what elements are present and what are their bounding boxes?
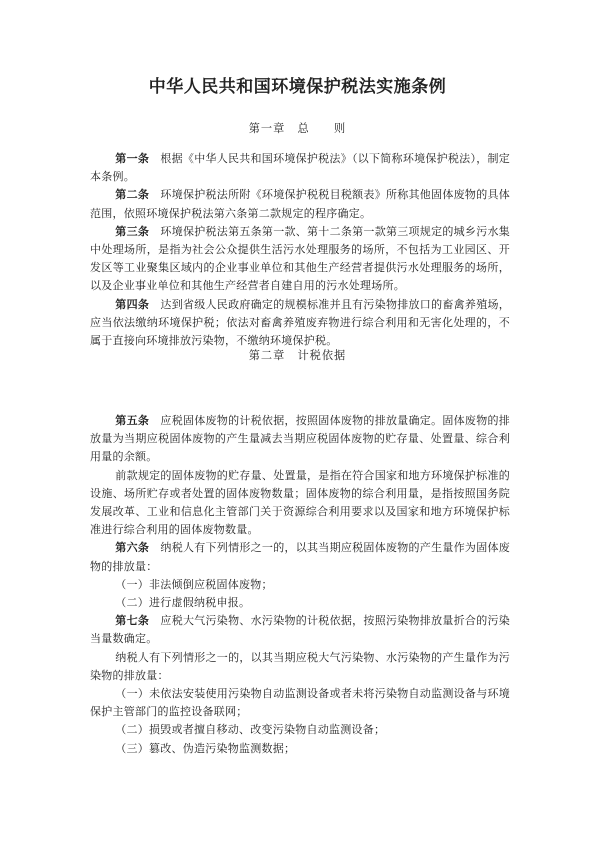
article-7 bbox=[90, 612, 510, 648]
article-6-item-2: （二）进行虚假纳税申报。 bbox=[115, 596, 251, 610]
article-label: 第五条 bbox=[115, 414, 150, 427]
chapter-heading: 第一章 总 则 bbox=[248, 122, 347, 135]
article-4 bbox=[90, 296, 510, 351]
article-label: 第三条 bbox=[115, 224, 150, 238]
article-label: 第七条 bbox=[115, 614, 150, 628]
article-5-paragraph-2: 前款规定的固体废物的贮存量、处置量，是指在符合国家和地方环境保护标准的设施、场所贮存或者处置的固体废物数量；固体废物的综合利用量，是指按照国务院发展改革、工业和信息化主管部门关于资源综合利用要求以及国家和地方环境保护标准进行综合利用的固体废物数量。 bbox=[90, 468, 510, 537]
chapter-1-body bbox=[90, 150, 510, 350]
article-5 bbox=[90, 412, 510, 467]
article-2 bbox=[90, 186, 510, 222]
article-1 bbox=[90, 150, 510, 186]
article-3 bbox=[90, 223, 510, 296]
document-title: 中华人民共和国环境保护税法实施条例 bbox=[148, 77, 447, 97]
article-text: 应税大气污染物、水污染物的计税依据，按照污染物排放量折合的污染当量数确定。 bbox=[90, 614, 511, 646]
article-7-paragraph-2: 纳税人有下列情形之一的，以其当期应税大气污染物、水污染物的产生量作为污染物的排放量： bbox=[90, 650, 510, 682]
article-7-item-1: （一）未依法安装使用污染物自动监测设备或者未将污染物自动监测设备与环境保护主管部门的监控设备联网； bbox=[90, 687, 510, 719]
article-label: 第六条 bbox=[115, 541, 150, 555]
article-6-item-1: （一）非法倾倒应税固体废物； bbox=[115, 577, 273, 591]
article-label: 第二条 bbox=[115, 188, 150, 202]
article-text: 环境保护税法所附《环境保护税税目税额表》所称其他固体废物的具体范围，依照环境保护税法第六条第二款规定的程序确定。 bbox=[90, 188, 511, 220]
article-text: 达到省级人民政府确定的规模标准并且有污染物排放口的畜禽养殖场，应当依法缴纳环境保护税；依法对畜禽养殖废弃物进行综合利用和无害化处理的，不属于直接向环境排放污染物，不缴纳环境保护税。 bbox=[90, 297, 511, 348]
article-text: 环境保护税法第五条第一款、第十二条第一款第三项规定的城乡污水集中处理场所，是指为社会公众提供生活污水处理服务的场所，不包括为工业园区、开发区等工业聚集区域内的企业事业单位和其他生产经营者提供污水处理服务的场所，以及企业事业单位和其他生产经营者自建自用的污水处理场所。 bbox=[90, 224, 511, 293]
chapter-2-body bbox=[90, 412, 510, 758]
article-7-item-2: （二）损毁或者擅自移动、改变污染物自动监测设备； bbox=[115, 723, 386, 737]
chapter-heading: 第二章 计税依据 bbox=[248, 349, 347, 362]
article-text: 应税固体废物的计税依据，按照固体废物的排放量确定。固体废物的排放量为当期应税固体废物的产生量减去当期应税固体废物的贮存量、处置量、综合利用量的余额。 bbox=[90, 414, 511, 464]
article-text: 根据《中华人民共和国环境保护税法》（以下简称环境保护税法），制定本条例。 bbox=[90, 152, 510, 184]
article-7-item-3: （三）篡改、伪造污染物监测数据； bbox=[115, 741, 296, 755]
article-label: 第一条 bbox=[115, 152, 150, 165]
article-label: 第四条 bbox=[115, 297, 150, 311]
article-6 bbox=[90, 539, 510, 575]
article-text: 纳税人有下列情形之一的，以其当期应税固体废物的产生量作为固体废物的排放量： bbox=[90, 541, 511, 573]
